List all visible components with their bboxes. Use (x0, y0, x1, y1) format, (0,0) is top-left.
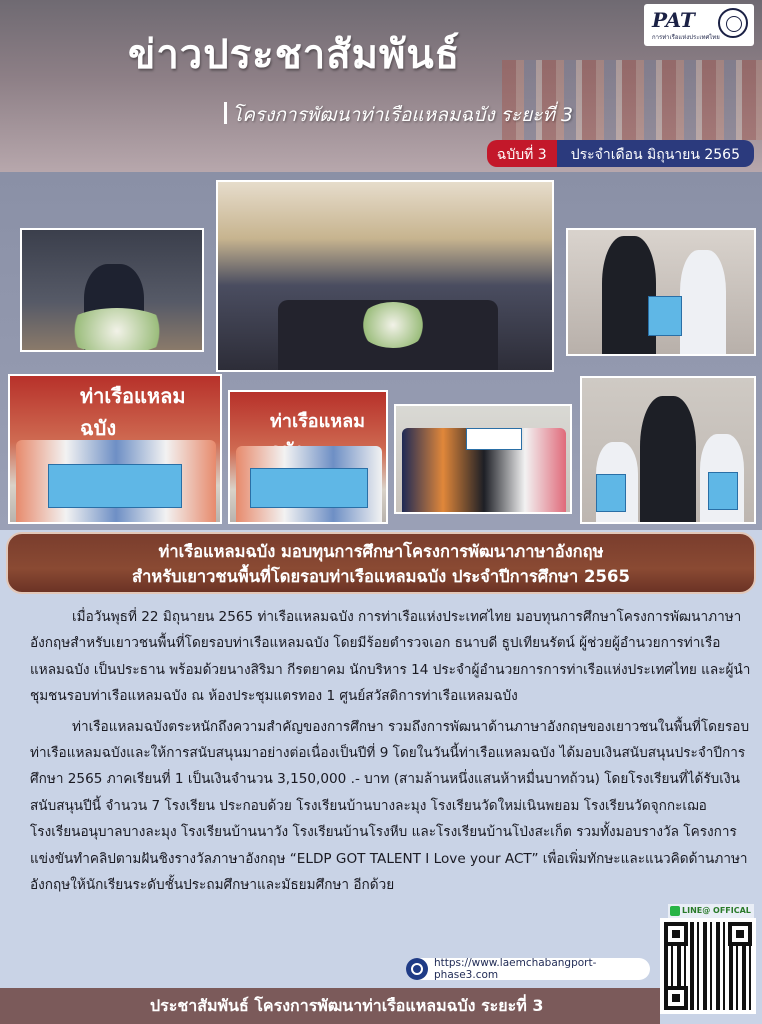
qr-finder (664, 922, 688, 946)
seal-icon (718, 8, 748, 38)
photo-award-group (394, 404, 572, 514)
pat-logo-text: PAT (652, 8, 695, 32)
subtitle-divider (224, 102, 227, 124)
award-board (466, 428, 522, 450)
photo-collage (0, 172, 762, 530)
line-official-label: LINE@ OFFICAL (668, 904, 754, 918)
student-figure (680, 250, 726, 354)
page-title: ข่าวประชาสัมพันธ์ (128, 32, 461, 78)
scholarship-banner (48, 464, 182, 508)
certificate-board (596, 474, 626, 512)
footer-text: ประชาสัมพันธ์ โครงการพัฒนาท่าเรือแหลมฉบัง ระยะที่ 3 (150, 996, 544, 1015)
globe-icon (406, 958, 428, 980)
qr-code[interactable] (660, 918, 756, 1014)
article-paragraph-2: ท่าเรือแหลมฉบังตระหนักถึงความสำคัญของการศึกษา รวมถึงการพัฒนาด้านภาษาอังกฤษของเยาวชนในพื้นที่โดยรอบท่าเรือแหลมฉบังและให้การสนับสนุนมาอย่างต่อเนื่องเป็นปีที่ 9 โดยในวันนี้ท่าเรือแหลมฉบัง ได้มอบเงินสนับสนุนประจำปีการศึกษา 2565 ภาคเรียนที่ 1 เป็นเงินจำนวน 3,150,000 .- บาท (สามล้านหนึ่งแสนห้าหมื่นบาทถ้วน) โดยโรงเรียนที่ได้รับเงินสนับสนุนปีนี้ จำนวน 7 โรงเรียน ประกอบด้วย โรงเรียนบ้านบางละมุง โรงเรียนวัดใหม่เนินพยอม โรงเรียนวัดจุกกะเฌอ โรงเรียนอนุบาลบางละมุง โรงเรียนบ้านนาวัง โรงเรียนบ้านโรงหีบ และโรงเรียนบ้านโป่งสะเก็ต รวมทั้งมอบรางวัล โครงการแข่งขันทำคลิปตามฝันชิงรางวัลภาษาอังกฤษ “ELDP GOT TALENT I Love your ACT” เพื่อเพิ่มทักษะและแนวคิดด้านภาษาอังกฤษให้นักเรียนระดับชั้นประถมศึกษาและมัธยมศึกษา อีกด้วย (30, 718, 750, 894)
website-url[interactable]: https://www.laemchabangport-phase3.com (434, 957, 597, 981)
photo-speaker-podium (20, 228, 204, 352)
qr-finder (664, 986, 688, 1010)
headline-line-1: ท่าเรือแหลมฉบัง มอบทุนการศึกษาโครงการพัฒนาภาษาอังกฤษ (158, 542, 604, 561)
photo-group-at-port-sign (8, 374, 222, 524)
footer-bar (0, 988, 660, 1024)
scholarship-banner (250, 468, 368, 508)
news-headline (6, 532, 756, 594)
photo-group-at-port-sign-2 (228, 390, 388, 524)
flower-arrangement (358, 302, 428, 348)
port-sign-text: ท่าเรือแหลม (270, 411, 365, 432)
headline-line-2: สำหรับเยาวชนพื้นที่โดยรอบท่าเรือแหลมฉบัง ประจำปีการศึกษา 2565 (132, 567, 630, 586)
issue-badge (487, 140, 754, 167)
photo-meeting-room (216, 180, 554, 372)
photo-certificate-students (580, 376, 756, 524)
certificate-board (708, 472, 738, 510)
article-body (30, 604, 752, 898)
pat-logo (644, 4, 754, 46)
certificate-board (648, 296, 682, 336)
person-figure (602, 236, 656, 354)
pat-logo-subtext: การท่าเรือแห่งประเทศไทย (652, 34, 720, 41)
qr-finder (728, 922, 752, 946)
issue-number: ฉบับที่ 3 (487, 140, 557, 167)
website-link[interactable] (406, 958, 650, 980)
photo-handover-scholarship (566, 228, 756, 356)
flower-arrangement (62, 308, 172, 352)
person-figure (640, 396, 696, 522)
article-paragraph-1: เมื่อวันพุธที่ 22 มิถุนายน 2565 ท่าเรือแหลมฉบัง การท่าเรือแห่งประเทศไทย มอบทุนการศึกษาโครงการพัฒนาภาษาอังกฤษสำหรับเยาวชนพื้นที่โดยรอบท่าเรือแหลมฉบัง โดยมีร้อยตำรวจเอก ธนาบดี ธูปเทียนรัตน์ ผู้ช่วยผู้อำนวยการท่าเรือแหลมฉบัง เป็นประธาน พร้อมด้วยนางสิริมา กีรตยาคม นักบริหาร 14 ประจำผู้อำนวยการการท่าเรือแห่งประเทศไทย และผู้นำชุมชนรอบท่าเรือแหลมฉบัง ณ ห้องประชุมแตรทอง 1 ศูนย์สวัสดิการท่าเรือแหลมฉบัง (30, 609, 751, 705)
port-sign-text: ท่าเรือแหลมฉบัง (80, 384, 186, 440)
page-subtitle: โครงการพัฒนาท่าเรือแหลมฉบัง ระยะที่ 3 (232, 104, 574, 126)
issue-date: ประจำเดือน มิถุนายน 2565 (557, 140, 754, 167)
header-banner (0, 0, 762, 172)
